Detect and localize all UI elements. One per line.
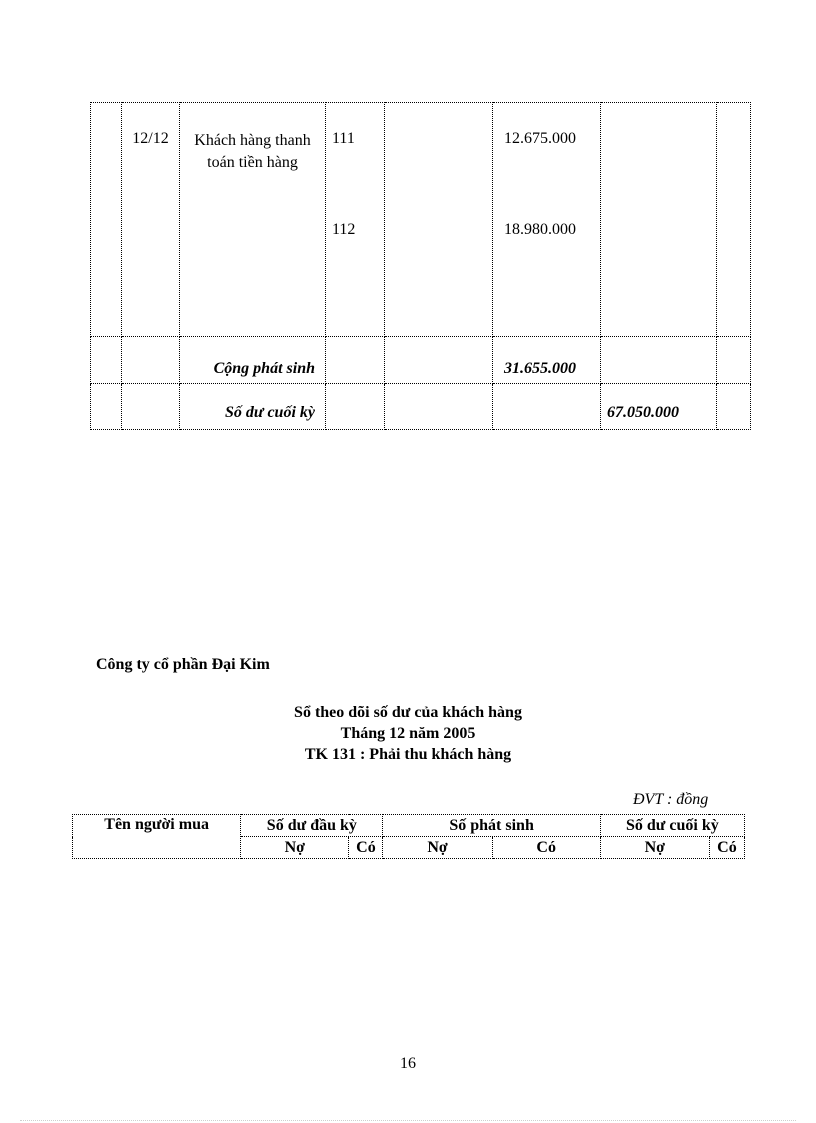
ledger-cell-empty — [91, 337, 122, 384]
entry-account-1: 111 — [332, 130, 355, 147]
entry-account-2: 112 — [332, 221, 356, 238]
report-title-line-3: TK 131 : Phải thu khách hàng — [304, 746, 512, 763]
entry-amount-1: 12.675.000 — [504, 130, 576, 147]
report-title — [200, 702, 616, 765]
ledger-cell-empty — [601, 103, 717, 337]
closing-amount-cell — [601, 384, 717, 430]
currency-unit: ĐVT : đồng — [633, 791, 709, 808]
total-label: Cộng phát sinh — [213, 360, 315, 377]
ledger-cell-empty — [493, 384, 601, 430]
entry-amount-2: 18.980.000 — [504, 221, 576, 238]
ledger-cell-empty — [122, 337, 180, 384]
ledger-cell-empty — [91, 103, 122, 337]
closing-amount: 67.050.000 — [607, 404, 679, 421]
ledger-cell-empty — [326, 337, 385, 384]
summary-header-row — [73, 815, 745, 837]
closing-balance-header: Số dư cuối kỳ — [600, 815, 744, 837]
company-name: Công ty cổ phần Đại Kim — [96, 656, 270, 673]
ledger-cell-empty — [385, 337, 493, 384]
ledger-cell-empty — [717, 384, 751, 430]
customer-balance-table — [72, 814, 745, 859]
footer-divider — [20, 1120, 796, 1121]
total-amount: 31.655.000 — [504, 360, 576, 377]
opening-balance-header: Số dư đầu kỳ — [241, 815, 383, 837]
activity-credit-header: Có — [492, 837, 600, 859]
opening-debit-header: Nợ — [241, 837, 349, 859]
closing-label: Số dư cuối kỳ — [224, 404, 315, 421]
closing-debit-header: Nợ — [600, 837, 709, 859]
ledger-cell-empty — [385, 384, 493, 430]
ledger-cell-empty — [717, 103, 751, 337]
entry-description-cell — [180, 103, 326, 337]
report-title-line-2: Tháng 12 năm 2005 — [340, 725, 476, 742]
report-title-line-1: Sổ theo dõi số dư của khách hàng — [294, 704, 522, 721]
ledger-table — [90, 102, 751, 430]
entry-description: Khách hàng thanh toán tiền hàng — [194, 132, 311, 171]
ledger-cell-empty — [122, 384, 180, 430]
ledger-cell-empty — [326, 384, 385, 430]
ledger-row-closing — [91, 384, 751, 430]
ledger-row-entry — [91, 103, 751, 337]
page-number: 16 — [400, 1055, 416, 1072]
activity-debit-header: Nợ — [383, 837, 492, 859]
closing-label-cell — [180, 384, 326, 430]
ledger-row-total — [91, 337, 751, 384]
ledger-cell-empty — [717, 337, 751, 384]
buyer-header: Tên người mua — [73, 815, 241, 859]
total-amount-cell — [493, 337, 601, 384]
total-label-cell — [180, 337, 326, 384]
closing-credit-header: Có — [709, 837, 744, 859]
ledger-cell-empty — [601, 337, 717, 384]
ledger-cell-empty — [91, 384, 122, 430]
opening-credit-header: Có — [349, 837, 383, 859]
activity-header: Số phát sinh — [383, 815, 600, 837]
entry-date: 12/12 — [122, 103, 180, 337]
entry-amounts-cell — [493, 103, 601, 337]
entry-accounts-cell — [326, 103, 385, 337]
ledger-cell-empty — [385, 103, 493, 337]
